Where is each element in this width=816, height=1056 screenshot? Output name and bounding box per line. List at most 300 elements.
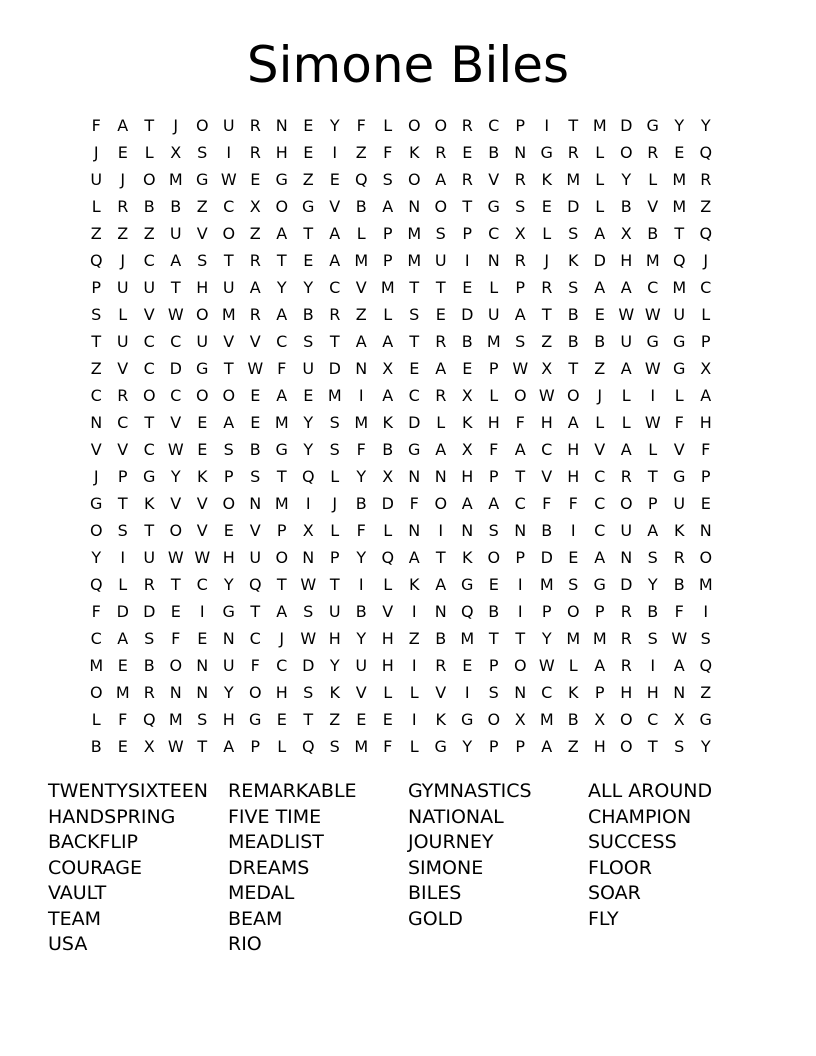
grid-letter: G <box>275 440 288 459</box>
grid-letter: P <box>700 332 711 351</box>
grid-letter: M <box>460 629 475 648</box>
grid-letter: H <box>222 710 235 729</box>
grid-letter: T <box>435 278 446 297</box>
grid-letter: M <box>486 332 501 351</box>
grid-letter: I <box>570 521 576 540</box>
grid-letter: M <box>380 278 395 297</box>
grid-letter: N <box>434 467 447 486</box>
grid-letter: C <box>329 278 341 297</box>
grid-letter: H <box>620 683 633 702</box>
grid-letter: N <box>222 629 235 648</box>
grid-letter: P <box>276 521 287 540</box>
grid-letter: Z <box>196 197 208 216</box>
grid-row <box>83 463 733 490</box>
grid-letter: N <box>90 413 103 432</box>
grid-letter: O <box>407 170 421 189</box>
grid-letter: Y <box>647 575 658 594</box>
word-bank-item: GOLD <box>408 907 463 930</box>
grid-letter: A <box>249 278 261 297</box>
grid-letter: O <box>619 710 633 729</box>
grid-letter: N <box>355 359 368 378</box>
grid-letter: U <box>249 548 262 567</box>
grid-letter: M <box>539 575 554 594</box>
grid-letter: X <box>302 521 314 540</box>
grid-letter: K <box>674 521 685 540</box>
grid-letter: T <box>91 332 102 351</box>
grid-letter: Z <box>567 737 579 756</box>
grid-letter: A <box>461 494 473 513</box>
grid-letter: I <box>332 143 338 162</box>
grid-letter: H <box>275 683 288 702</box>
grid-letter: A <box>620 440 632 459</box>
grid-letter: W <box>644 305 661 324</box>
grid-letter: D <box>169 359 182 378</box>
grid-letter: R <box>249 143 261 162</box>
grid-letter: Y <box>541 629 552 648</box>
grid-letter: R <box>541 278 553 297</box>
grid-letter: L <box>542 224 552 243</box>
grid-letter: H <box>487 413 500 432</box>
grid-letter: R <box>143 575 155 594</box>
grid-letter: T <box>674 224 685 243</box>
grid-letter: C <box>170 386 182 405</box>
grid-letter: G <box>646 116 659 135</box>
grid-letter: I <box>199 602 205 621</box>
grid-letter: G <box>196 359 209 378</box>
grid-letter: F <box>701 440 711 459</box>
grid-letter: A <box>700 386 712 405</box>
grid-letter: S <box>197 143 208 162</box>
grid-letter: T <box>223 359 234 378</box>
grid-letter: Z <box>249 224 261 243</box>
grid-letter: S <box>303 602 314 621</box>
grid-letter: P <box>515 548 526 567</box>
grid-letter: O <box>619 737 633 756</box>
grid-letter: Y <box>329 656 340 675</box>
grid-letter: G <box>487 197 500 216</box>
grid-letter: S <box>568 575 579 594</box>
grid-letter: V <box>143 305 155 324</box>
grid-letter: S <box>568 224 579 243</box>
grid-letter: T <box>144 413 155 432</box>
grid-letter: V <box>647 197 659 216</box>
grid-letter: B <box>488 602 500 621</box>
grid-letter: H <box>381 656 394 675</box>
word-search-grid <box>83 112 733 760</box>
grid-letter: U <box>673 305 686 324</box>
grid-letter: L <box>595 413 605 432</box>
grid-letter: M <box>566 170 581 189</box>
grid-letter: O <box>142 170 156 189</box>
word-bank-row <box>48 881 788 907</box>
word-bank-item: HANDSPRING <box>48 805 176 828</box>
grid-letter: V <box>329 197 341 216</box>
grid-letter: A <box>329 251 341 270</box>
grid-letter: Z <box>117 224 129 243</box>
grid-letter: Z <box>541 332 553 351</box>
grid-letter: A <box>223 413 235 432</box>
grid-letter: J <box>279 629 285 648</box>
grid-letter: F <box>91 116 101 135</box>
grid-letter: Y <box>462 737 473 756</box>
grid-letter: J <box>93 467 99 486</box>
grid-row <box>83 517 733 544</box>
grid-letter: V <box>196 494 208 513</box>
grid-letter: B <box>355 197 367 216</box>
grid-letter: S <box>197 251 208 270</box>
grid-letter: W <box>167 305 184 324</box>
grid-letter: S <box>197 710 208 729</box>
grid-letter: K <box>462 548 473 567</box>
grid-letter: A <box>435 440 447 459</box>
grid-letter: N <box>275 116 288 135</box>
grid-letter: L <box>330 521 340 540</box>
grid-row <box>83 193 733 220</box>
grid-row <box>83 382 733 409</box>
grid-letter: K <box>409 143 420 162</box>
grid-letter: U <box>116 278 129 297</box>
grid-letter: L <box>436 413 446 432</box>
grid-letter: C <box>541 440 553 459</box>
grid-letter: C <box>488 224 500 243</box>
grid-letter: E <box>250 413 261 432</box>
grid-letter: P <box>488 467 499 486</box>
grid-letter: H <box>699 413 712 432</box>
grid-letter: Y <box>356 467 367 486</box>
grid-letter: S <box>329 440 340 459</box>
grid-letter: B <box>355 602 367 621</box>
grid-letter: J <box>597 386 603 405</box>
grid-letter: R <box>249 305 261 324</box>
grid-letter: V <box>90 440 102 459</box>
grid-letter: U <box>222 656 235 675</box>
grid-letter: S <box>674 737 685 756</box>
grid-letter: D <box>381 494 394 513</box>
grid-letter: I <box>544 116 550 135</box>
grid-letter: T <box>515 467 526 486</box>
grid-letter: K <box>144 494 155 513</box>
grid-letter: H <box>196 278 209 297</box>
grid-letter: I <box>464 683 470 702</box>
grid-letter: C <box>541 683 553 702</box>
grid-letter: O <box>142 386 156 405</box>
grid-letter: Z <box>90 359 102 378</box>
grid-letter: C <box>700 278 712 297</box>
grid-letter: E <box>197 413 208 432</box>
grid-letter: B <box>647 224 659 243</box>
grid-letter: C <box>408 386 420 405</box>
grid-letter: F <box>674 602 684 621</box>
grid-letter: L <box>383 305 393 324</box>
grid-letter: T <box>568 116 579 135</box>
grid-letter: F <box>409 494 419 513</box>
grid-letter: D <box>540 548 553 567</box>
grid-letter: I <box>226 143 232 162</box>
grid-letter: E <box>409 359 420 378</box>
grid-letter: G <box>302 197 315 216</box>
grid-row <box>83 598 733 625</box>
grid-letter: U <box>90 170 103 189</box>
grid-letter: Y <box>303 440 314 459</box>
grid-letter: S <box>700 629 711 648</box>
grid-letter: I <box>411 656 417 675</box>
grid-letter: T <box>170 575 181 594</box>
grid-letter: N <box>249 494 262 513</box>
grid-letter: B <box>647 602 659 621</box>
grid-letter: T <box>435 548 446 567</box>
grid-letter: A <box>223 737 235 756</box>
grid-row <box>83 706 733 733</box>
grid-letter: R <box>435 386 447 405</box>
grid-letter: H <box>461 467 474 486</box>
grid-letter: N <box>408 521 421 540</box>
grid-letter: C <box>276 332 288 351</box>
grid-letter: Y <box>170 467 181 486</box>
grid-letter: F <box>91 602 101 621</box>
grid-letter: D <box>620 575 633 594</box>
grid-letter: A <box>647 521 659 540</box>
word-bank-item: SIMONE <box>408 856 484 879</box>
grid-letter: B <box>143 656 155 675</box>
grid-letter: Y <box>91 548 102 567</box>
grid-letter: S <box>382 170 393 189</box>
grid-letter: L <box>701 305 711 324</box>
grid-letter: S <box>488 683 499 702</box>
grid-letter: K <box>197 467 208 486</box>
grid-letter: P <box>515 737 526 756</box>
grid-letter: C <box>594 521 606 540</box>
grid-letter: F <box>277 359 287 378</box>
grid-row <box>83 112 733 139</box>
grid-letter: S <box>144 629 155 648</box>
grid-letter: U <box>620 521 633 540</box>
grid-letter: E <box>223 521 234 540</box>
grid-letter: D <box>620 116 633 135</box>
grid-letter: P <box>488 359 499 378</box>
grid-letter: F <box>542 494 552 513</box>
grid-letter: O <box>434 494 448 513</box>
grid-letter: T <box>170 278 181 297</box>
grid-letter: A <box>594 548 606 567</box>
grid-letter: R <box>700 170 712 189</box>
grid-letter: K <box>435 710 446 729</box>
grid-letter: Z <box>90 224 102 243</box>
word-bank-item: BACKFLIP <box>48 831 138 853</box>
word-bank-item: BILES <box>408 882 462 904</box>
word-bank-item: FLOOR <box>588 856 652 879</box>
grid-letter: O <box>169 521 183 540</box>
grid-letter: P <box>223 467 234 486</box>
grid-letter: W <box>644 359 661 378</box>
grid-row <box>83 652 733 679</box>
grid-letter: A <box>514 440 526 459</box>
grid-letter: B <box>567 305 579 324</box>
grid-letter: L <box>568 656 578 675</box>
grid-letter: T <box>568 359 579 378</box>
grid-letter: L <box>91 710 101 729</box>
grid-letter: A <box>514 305 526 324</box>
grid-letter: C <box>117 413 129 432</box>
grid-letter: Y <box>674 116 685 135</box>
grid-letter: P <box>700 467 711 486</box>
grid-row <box>83 274 733 301</box>
grid-letter: A <box>276 305 288 324</box>
grid-letter: L <box>621 386 631 405</box>
grid-letter: S <box>250 467 261 486</box>
grid-letter: U <box>143 548 156 567</box>
word-bank-item: TWENTYSIXTEEN <box>48 780 208 802</box>
grid-letter: D <box>461 305 474 324</box>
grid-letter: M <box>354 737 369 756</box>
grid-letter: O <box>275 548 289 567</box>
grid-letter: V <box>673 440 685 459</box>
grid-letter: M <box>89 656 104 675</box>
grid-letter: L <box>595 197 605 216</box>
word-bank-row <box>48 830 788 856</box>
grid-letter: W <box>194 548 211 567</box>
grid-letter: P <box>462 224 473 243</box>
grid-row <box>83 139 733 166</box>
grid-letter: Y <box>356 629 367 648</box>
grid-letter: Q <box>354 170 368 189</box>
grid-letter: W <box>167 737 184 756</box>
grid-letter: V <box>249 332 261 351</box>
grid-letter: L <box>383 116 393 135</box>
grid-letter: T <box>515 629 526 648</box>
grid-letter: X <box>382 359 394 378</box>
grid-letter: F <box>356 521 366 540</box>
grid-letter: T <box>541 305 552 324</box>
grid-letter: L <box>118 305 128 324</box>
grid-letter: B <box>143 197 155 216</box>
grid-letter: R <box>461 116 473 135</box>
grid-letter: T <box>276 575 287 594</box>
grid-letter: C <box>90 629 102 648</box>
grid-letter: Q <box>699 656 713 675</box>
grid-letter: S <box>647 548 658 567</box>
grid-letter: C <box>488 116 500 135</box>
grid-letter: U <box>434 251 447 270</box>
grid-letter: Y <box>356 548 367 567</box>
grid-letter: T <box>329 332 340 351</box>
grid-letter: W <box>220 170 237 189</box>
word-bank-row <box>48 856 788 882</box>
grid-letter: M <box>672 197 687 216</box>
grid-letter: A <box>435 359 447 378</box>
grid-letter: L <box>356 224 366 243</box>
grid-letter: U <box>222 278 235 297</box>
grid-letter: X <box>461 386 473 405</box>
grid-letter: O <box>275 197 289 216</box>
grid-letter: E <box>117 143 128 162</box>
grid-letter: T <box>488 629 499 648</box>
grid-letter: R <box>514 251 526 270</box>
grid-letter: E <box>462 143 473 162</box>
grid-letter: E <box>117 737 128 756</box>
grid-letter: P <box>488 737 499 756</box>
grid-letter: K <box>382 413 393 432</box>
grid-letter: Z <box>700 683 712 702</box>
grid-letter: F <box>171 629 181 648</box>
grid-letter: U <box>328 602 341 621</box>
grid-letter: L <box>383 521 393 540</box>
grid-letter: B <box>435 629 447 648</box>
grid-letter: S <box>329 413 340 432</box>
grid-letter: P <box>541 602 552 621</box>
grid-letter: F <box>356 116 366 135</box>
grid-letter: T <box>276 251 287 270</box>
grid-letter: I <box>650 386 656 405</box>
grid-letter: P <box>91 278 102 297</box>
grid-letter: L <box>330 467 340 486</box>
grid-letter: A <box>541 737 553 756</box>
grid-letter: V <box>223 332 235 351</box>
grid-letter: E <box>117 656 128 675</box>
grid-letter: E <box>276 710 287 729</box>
grid-letter: Y <box>621 170 632 189</box>
word-bank-row <box>48 779 788 805</box>
grid-letter: U <box>143 278 156 297</box>
grid-letter: E <box>303 251 314 270</box>
grid-letter: G <box>673 332 686 351</box>
grid-letter: S <box>568 278 579 297</box>
grid-letter: P <box>594 602 605 621</box>
grid-letter: I <box>358 386 364 405</box>
grid-letter: X <box>594 710 606 729</box>
word-bank-item: BEAM <box>228 907 283 930</box>
grid-letter: H <box>328 629 341 648</box>
grid-letter: E <box>303 143 314 162</box>
grid-letter: F <box>489 440 499 459</box>
grid-letter: G <box>461 710 474 729</box>
grid-letter: N <box>196 683 209 702</box>
grid-letter: M <box>327 386 342 405</box>
grid-row <box>83 409 733 436</box>
grid-letter: X <box>461 440 473 459</box>
grid-letter: N <box>673 683 686 702</box>
grid-letter: U <box>620 332 633 351</box>
word-bank-item: CHAMPION <box>588 805 692 828</box>
grid-letter: U <box>302 359 315 378</box>
grid-letter: C <box>143 359 155 378</box>
grid-letter: L <box>674 386 684 405</box>
grid-letter: K <box>329 683 340 702</box>
grid-letter: L <box>383 683 393 702</box>
grid-letter: Y <box>303 413 314 432</box>
word-bank-item: FIVE TIME <box>228 805 322 828</box>
grid-letter: W <box>644 413 661 432</box>
grid-letter: A <box>673 656 685 675</box>
grid-row <box>83 355 733 382</box>
grid-letter: L <box>409 683 419 702</box>
grid-letter: B <box>355 494 367 513</box>
grid-letter: H <box>222 548 235 567</box>
grid-letter: X <box>143 737 155 756</box>
word-bank-row <box>48 932 788 958</box>
grid-letter: T <box>647 467 658 486</box>
grid-letter: T <box>647 737 658 756</box>
grid-letter: N <box>699 521 712 540</box>
grid-letter: X <box>382 467 394 486</box>
grid-letter: O <box>487 710 501 729</box>
grid-letter: E <box>250 170 261 189</box>
grid-letter: X <box>514 224 526 243</box>
grid-letter: Z <box>700 197 712 216</box>
grid-letter: E <box>541 197 552 216</box>
grid-letter: J <box>120 251 126 270</box>
grid-row <box>83 166 733 193</box>
word-bank-item: FLY <box>588 907 619 930</box>
